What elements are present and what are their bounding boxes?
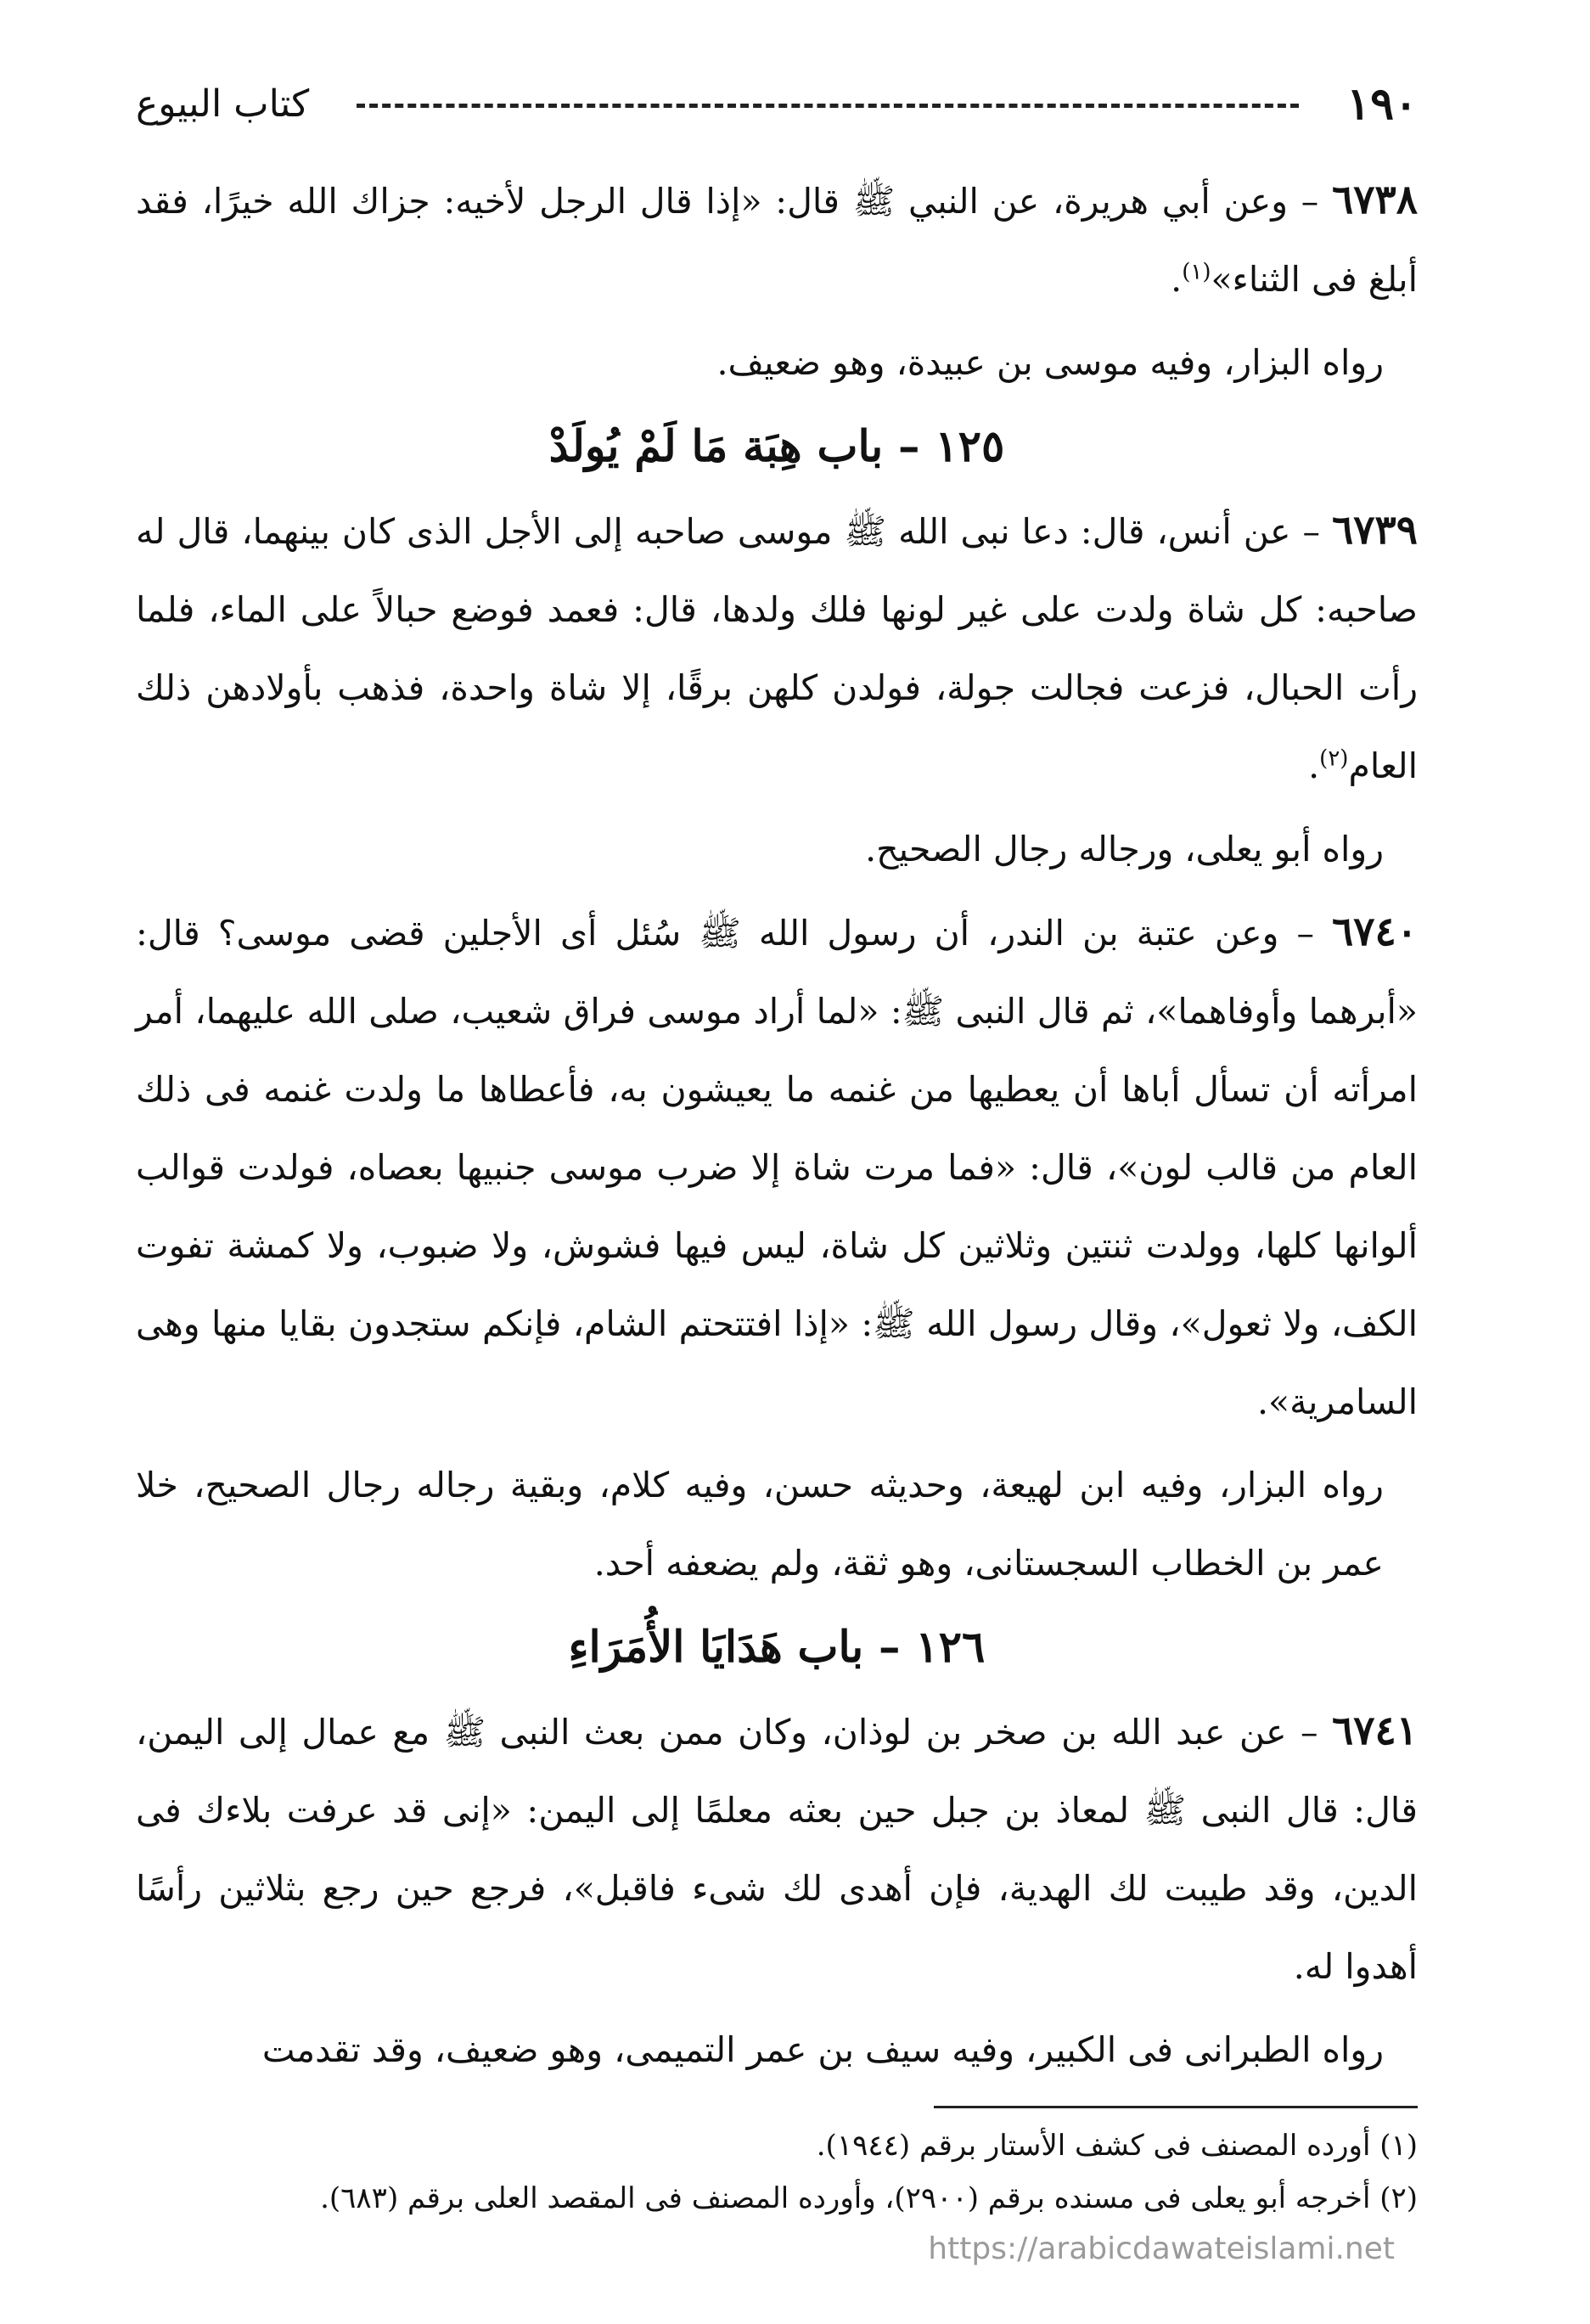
chapter-heading: ١٢٦ – باب هَدَايَا الأُمَرَاءِ xyxy=(568,1622,986,1673)
hadith-text: – وعن أبي هريرة، عن النبي ﷺ قال: «إذا قال الرجل لأخيه: جزاك الله خيرًا، فقد أبلغ فى الثناء» xyxy=(136,181,1418,300)
hadith-text: – وعن عتبة بن الندر، أن رسول الله ﷺ سُئل أى الأجلين قضى موسى؟ قال: «أبرهما وأوفاهما»، ثم قال النبى ﷺ: «لما أراد موسى فراق شعيب، صلى الله عليهما، أمر امرأته أن تسأل أباها أن يعطيها من غنمه ما يعيشون به، فأعطاها ما ولدت غنمه فى ذلك العام من قالب لون»، قال: «فما مرت شاة إلا ضرب موسى جنبيها بعصاه، فولدت قوالب ألوانها كلها، وولدت ثنتين وثلاثين كل شاة، ليس فيها فشوش، ولا ضبوب، ولا كمشة تفوت الكف، ولا ثعول»، وقال رسول الله ﷺ: «إذا افتتحتم الشام، فإنكم ستجدون بقايا منها وهى السامرية». xyxy=(136,913,1418,1422)
footnote-2: (٢) أخرجه أبو يعلى فى مسنده برقم (٢٩٠٠)، وأورده المصنف فى المقصد العلى برقم (٦٨٣). xyxy=(320,2181,1418,2215)
hadith-text: – عن عبد الله بن صخر بن لوذان، وكان ممن بعث النبى ﷺ مع عمال إلى اليمن، قال: قال النبى ﷺ لمعاذ بن جبل حين بعثه معلمًا إلى اليمن: «إنى قد عرفت بلاءك فى الدين، وقد طيبت لك الهدية، فإن أهدى لك شىء فاقبل»، فرجع حين رجع بثلاثين رأسًا أهدوا له. xyxy=(136,1712,1418,1987)
chapter-heading: ١٢٥ – باب هِبَة مَا لَمْ يُولَدْ xyxy=(548,421,1005,472)
watermark-url: https://arabicdawateislami.net xyxy=(928,2231,1395,2266)
hadith-text: – عن أنس، قال: دعا نبى الله ﷺ موسى صاحبه إلى الأجل الذى كان بينهما، قال له صاحبه: كل شاة ولدت على غير لونها فلك ولدها، قال: فعمد فوضع حبالاً على الماء، فلما رأت الحبال، فزعت فجالت جولة، فولدن كلهن برقًا، إلا شاة واحدة، فذهب بأولادهن ذلك العام xyxy=(136,511,1418,786)
footnote-ref: (٢) xyxy=(1319,746,1349,772)
hadith-number: ٦٧٣٩ xyxy=(1332,507,1418,554)
hadith-6738 xyxy=(136,161,1418,318)
narration-note: رواه أبو يعلى، ورجاله رجال الصحيح. xyxy=(865,829,1384,869)
hadith-6740 xyxy=(136,893,1418,1441)
page-header xyxy=(136,75,1418,134)
narration-note: رواه البزار، وفيه ابن لهيعة، وحديثه حسن، وفيه كلام، وبقية رجاله رجال الصحيح، خلا عمر بن الخطاب السجستانى، وهو ثقة، ولم يضعفه أحد. xyxy=(136,1465,1384,1584)
hadith-number: ٦٧٤١ xyxy=(1332,1708,1418,1754)
footnote-ref: (١) xyxy=(1182,259,1211,285)
footnote-separator xyxy=(934,2106,1418,2108)
footnote-1: (١) أورده المصنف فى كشف الأستار برقم (١٩٤٤). xyxy=(816,2129,1418,2163)
header-divider xyxy=(357,104,1299,108)
running-title: كتاب البيوع xyxy=(136,82,310,126)
hadith-6739 xyxy=(136,492,1418,805)
narration-note: رواه الطبرانى فى الكبير، وفيه سيف بن عمر التميمى، وهو ضعيف، وقد تقدمت xyxy=(261,2029,1384,2070)
page-body xyxy=(136,161,1418,2094)
hadith-number: ٦٧٤٠ xyxy=(1332,909,1418,955)
hadith-6741 xyxy=(136,1692,1418,2006)
hadith-end: . xyxy=(1171,259,1183,300)
hadith-number: ٦٧٣٨ xyxy=(1332,177,1418,223)
footnotes xyxy=(136,2119,1418,2225)
narration-note: رواه البزار، وفيه موسى بن عبيدة، وهو ضعيف. xyxy=(716,342,1384,383)
page-number: ١٩٠ xyxy=(1346,78,1418,130)
hadith-end: . xyxy=(1308,746,1320,786)
